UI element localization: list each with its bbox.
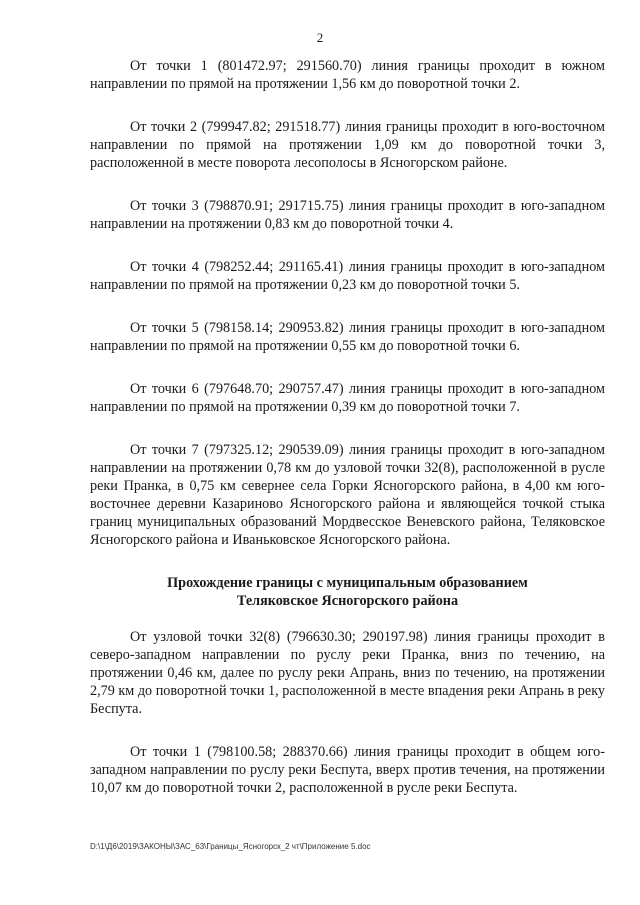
paragraph-beskuta-point-1: От точки 1 (798100.58; 288370.66) линия границы проходит в общем юго-западном направлении по руслу реки Беспута, вверх против течения, на протяжении 10,07 км до поворотной точки 2, расположенной в русле реки Беспута.: [90, 744, 605, 796]
section-heading-line-1: Прохождение границы с муниципальным образованием: [167, 575, 528, 591]
paragraph-point-4: От точки 4 (798252.44; 291165.41) линия границы проходит в юго-западном направлении по прямой на протяжении 0,23 км до поворотной точки 5.: [90, 259, 605, 293]
paragraph-point-6: От точки 6 (797648.70; 290757.47) линия границы проходит в юго-западном направлении по прямой на протяжении 0,39 км до поворотной точки 7.: [90, 381, 605, 415]
document-body: [90, 57, 605, 819]
footer-file-path: D:\1\Д6\2019\ЗАКОНЫ\ЗАС_63\Границы_Ясногорск_2 чт\Приложение 5.doc: [90, 842, 371, 851]
page-number: 2: [316, 30, 324, 45]
paragraph-point-5: От точки 5 (798158.14; 290953.82) линия границы проходит в юго-западном направлении по прямой на протяжении 0,55 км до поворотной точки 6.: [90, 320, 605, 354]
paragraph-point-7: От точки 7 (797325.12; 290539.09) линия границы проходит в юго-западном направлении на протяжении 0,78 км до узловой точки 32(8), расположенной в русле реки Пранка, в 0,75 км севернее села Горки Ясногорского района, в 4,00 км юго-восточнее деревни Казариново Ясногорского района и являющейся точкой стыка границ муниципальных образований Мордвесское Веневского района, Теляковское Ясногорского района и Иваньковское Ясногорского района.: [90, 442, 605, 548]
section-heading: [90, 574, 605, 610]
paragraph-point-2: От точки 2 (799947.82; 291518.77) линия границы проходит в юго-восточном направлении по прямой на протяжении 1,09 км до поворотной точки 3, расположенной в месте поворота лесополосы в Ясногорском районе.: [90, 119, 605, 171]
paragraph-node-32-8: От узловой точки 32(8) (796630.30; 290197.98) линия границы проходит в северо-западном направлении по руслу реки Пранка, вниз по течению, на протяжении 0,46 км, далее по руслу реки Апрань, вниз по течению, на протяжении 2,79 км до поворотной точки 1, расположенной в месте впадения реки Апрань в реку Беспута.: [90, 629, 605, 717]
paragraph-point-3: От точки 3 (798870.91; 291715.75) линия границы проходит в юго-западном направлении на протяжении 0,83 км до поворотной точки 4.: [90, 198, 605, 232]
paragraph-point-1: От точки 1 (801472.97; 291560.70) линия границы проходит в южном направлении по прямой на протяжении 1,56 км до поворотной точки 2.: [90, 58, 605, 92]
section-heading-line-2: Теляковское Ясногорского района: [236, 593, 459, 609]
